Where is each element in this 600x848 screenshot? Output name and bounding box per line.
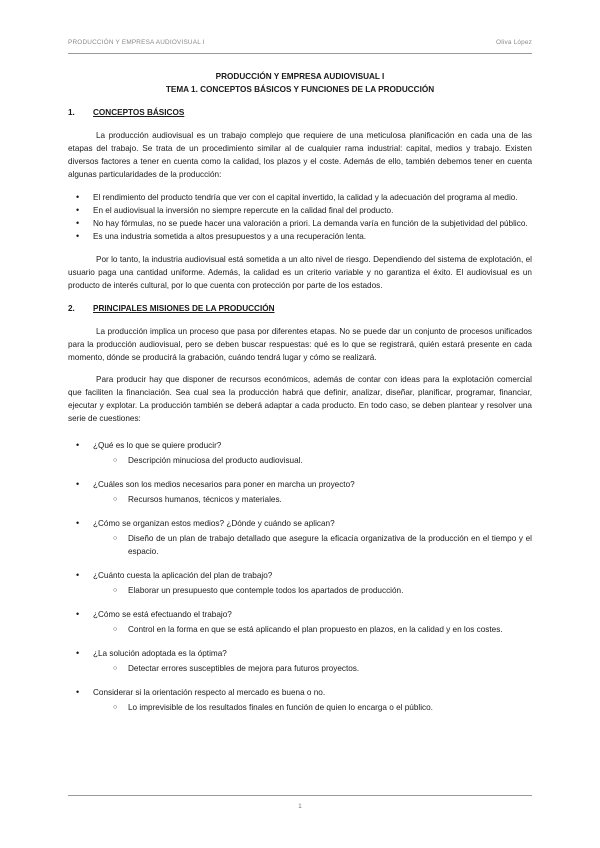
list-item: • Es una industria sometida a altos presupuestos y a una recuperación lenta. [68,230,532,243]
page-number: 1 [298,803,302,810]
section-1-paragraph-1: La producción audiovisual es un trabajo complejo que requiere de una meticulosa planificación en cada una de las etapas del trabajo. Se trata de un procedimiento similar al de cualquier rama industrial: capital, medios y trabajo. Existen diversos factores a tener en cuenta como la calidad, los plazos y el coste. Además de ello, también debemos tener en cuenta algunas particularidades de la producción: [68,131,532,179]
circle-bullet-icon: ○ [113,704,118,711]
answer-text: Lo imprevisible de los resultados finales en función de quien lo encarga o el público. [128,703,433,712]
section-1-body [68,129,532,292]
section-1-title: CONCEPTOS BÁSICOS [93,108,185,117]
question-item [68,686,532,714]
bullet-icon: • [76,648,80,658]
list-item: • No hay fórmulas, no se puede hacer una valoración a priori. La demanda varía en función de la subjetividad del público. [68,217,532,230]
question-text: ¿Cómo se organizan estos medios? ¿Dónde y cuándo se aplican? [93,519,335,528]
question-item [68,439,532,467]
header-author: Oliva López [496,39,532,46]
answer-item [93,584,532,597]
bullet-icon: • [76,687,80,697]
title-line-2: TEMA 1. CONCEPTOS BÁSICOS Y FUNCIONES DE LA PRODUCCIÓN [165,85,435,94]
circle-bullet-icon: ○ [113,665,118,672]
circle-bullet-icon: ○ [113,535,118,542]
answer-text: Detectar errores susceptibles de mejora para futuros proyectos. [128,664,360,673]
answer-item [93,623,532,636]
list-item: • En el audiovisual la inversión no siempre repercute en la calidad final del producto. [68,204,532,217]
bullet-icon: • [76,479,80,489]
header-divider [68,53,532,54]
bullet-icon: • [76,440,80,450]
bullet-icon: • [76,609,80,619]
question-text: Considerar si la orientación respecto al mercado es buena o no. [93,688,326,697]
list-item: • El rendimiento del producto tendría que ver con el capital invertido, la calidad y la adecuación del programa al medio. [68,191,532,204]
answer-item [93,493,532,506]
question-item [68,478,532,506]
section-1-number: 1. [68,108,75,117]
section-2-heading [68,302,532,315]
circle-bullet-icon: ○ [113,457,118,464]
answer-text: Descripción minuciosa del producto audiovisual. [128,456,303,465]
title-line-1: PRODUCCIÓN Y EMPRESA AUDIOVISUAL I [215,72,385,81]
page-header [68,39,532,51]
answer-text: Diseño de un plan de trabajo detallado que asegure la eficacia organizativa de la producción en el tiempo y el espacio. [128,534,532,556]
document-body [68,70,532,714]
header-course-title: PRODUCCIÓN Y EMPRESA AUDIOVISUAL I [68,39,205,46]
answer-item [93,701,532,714]
question-item [68,569,532,597]
answer-item [93,454,532,467]
section-2-paragraph-2: Para producir hay que disponer de recursos económicos, además de contar con ideas para la explotación comercial que faciliten la financiación. Sea cual sea la producción habrá que definir, analizar, diseñar, planificar, programar, financiar, ejecutar y explotar. La producción también se deberá adaptar a cada producto. En todo caso, se deben plantear y resolver una serie de cuestiones: [68,375,532,423]
question-item [68,647,532,675]
answer-item [93,662,532,675]
answer-text: Elaborar un presupuesto que contemple todos los apartados de producción. [128,586,404,595]
answer-text: Recursos humanos, técnicos y materiales. [128,495,282,504]
circle-bullet-icon: ○ [113,496,118,503]
circle-bullet-icon: ○ [113,626,118,633]
question-text: ¿Cuáles son los medios necesarios para poner en marcha un proyecto? [93,480,355,489]
section-1-paragraph-2: Por lo tanto, la industria audiovisual está sometida a un alto nivel de riesgo. Dependiendo del sistema de explotación, el usuario paga una cantidad uniforme. Además, la calidad es un criterio variable y no garantiza el éxito. El audiovisual es un producto de interés cultural, por lo que cuenta con protección por parte de los estados. [68,255,532,290]
section-2-paragraph-1: La producción implica un proceso que pasa por diferentes etapas. No se puede dar un conjunto de procesos unificados para la producción audiovisual, pero se deben buscar respuestas: qué es lo que se registrará, quién estará presente en cada momento, dónde se producirá la grabación, cuándo tendrá lugar y cómo se realizará. [68,327,532,362]
bullet-icon: • [76,570,80,580]
section-2-title: PRINCIPALES MISIONES DE LA PRODUCCIÓN [93,304,275,313]
answer-text: Control en la forma en que se está aplicando el plan propuesto en plazos, en la calidad y en los costes. [128,625,503,634]
question-item [68,608,532,636]
circle-bullet-icon: ○ [113,587,118,594]
questions-list [68,439,532,714]
question-text: ¿Qué es lo que se quiere producir? [93,441,222,450]
section-2-body [68,325,532,714]
particularities-list [68,191,532,243]
question-text: ¿Cuánto cuesta la aplicación del plan de trabajo? [93,571,273,580]
document-title [68,70,532,96]
question-text: ¿Cómo se está efectuando el trabajo? [93,610,232,619]
section-1-heading [68,106,532,119]
question-text: ¿La solución adoptada es la óptima? [93,649,227,658]
footer-divider [68,795,532,796]
answer-item [93,532,532,558]
bullet-icon: • [76,518,80,528]
question-item [68,517,532,558]
section-2-number: 2. [68,304,75,313]
